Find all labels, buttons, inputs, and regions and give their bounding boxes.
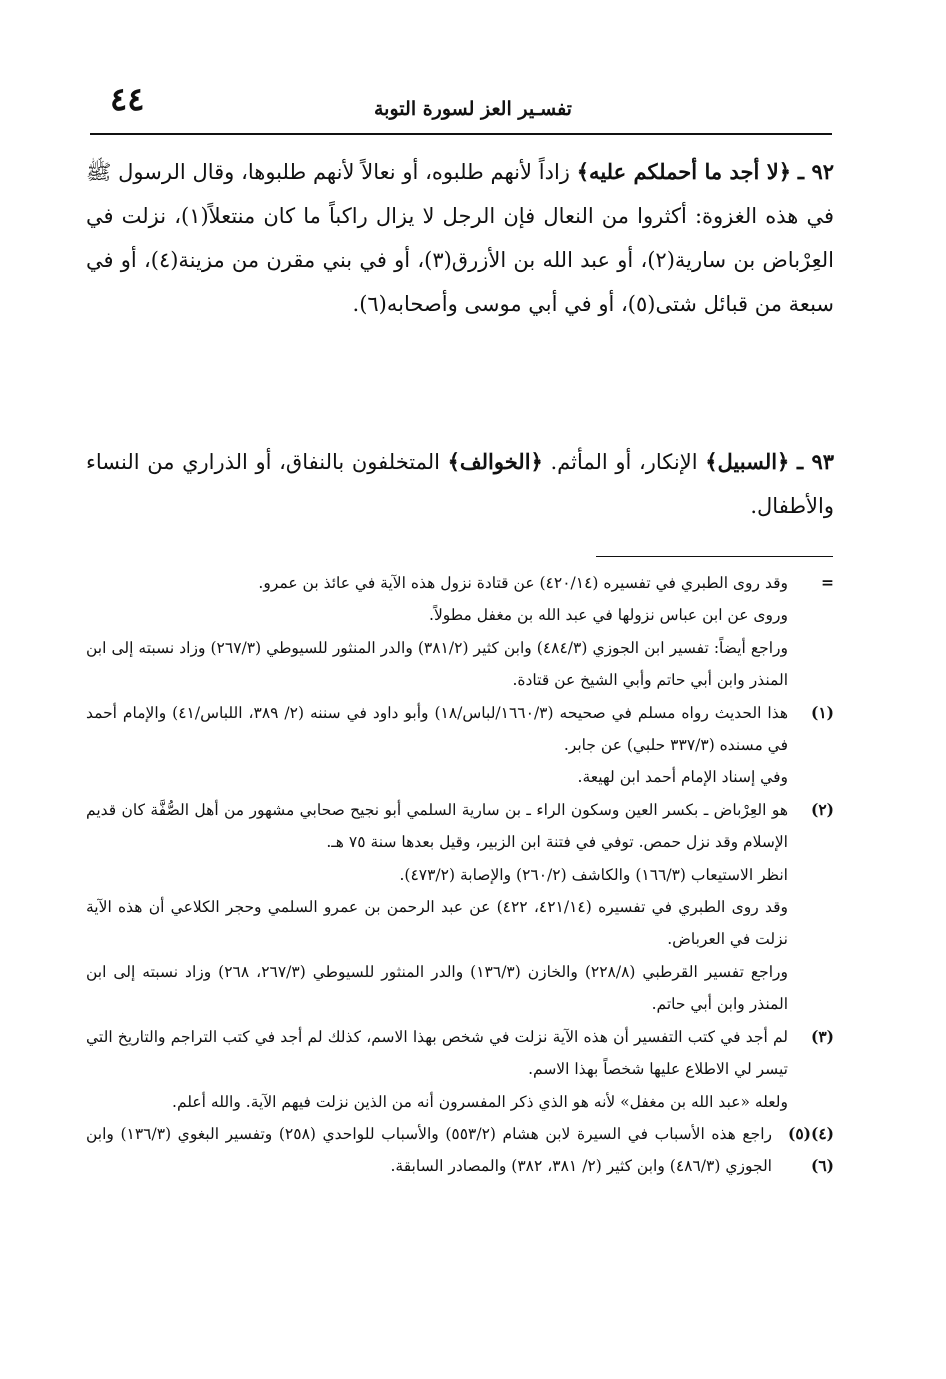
page-number: ٤٤ — [110, 80, 145, 118]
running-title: تفسـير العز لسورة التوبة — [374, 98, 572, 120]
footnote-line: انظر الاستيعاب (١٦٦/٣) والكاشف (٢٦٠/٢) والإصابة (٤٧٣/٢). — [399, 865, 788, 884]
entry-93 — [86, 440, 834, 528]
footnote-mark: = — [821, 573, 834, 592]
entry-text: زاداً لأنهم طلبوه، أو نعالاً لأنهم طلبوها، وقال الرسول ﷺ في هذه الغزوة: أكثروا من النعال فإن الرجل لا يزال راكباً ما كان منتعلاً(١)، نزلت في العِرْباض بن سارية(٢)، أو عبد الله بن الأزرق(٣)، أو في بني مقرن من مزينة(٤)، أو في سبعة من قبائل شتى(٥)، أو في أبي موسى وأصحابه(٦). — [86, 160, 834, 316]
footnote-3 — [86, 1021, 834, 1118]
footnote-mark: (٤)(٥)(٦) — [787, 1123, 834, 1176]
entry-text: الإنكار، أو المأثم. — [550, 450, 698, 474]
footnote-line: وراجع أيضاً: تفسير ابن الجوزي (٤٨٤/٣) وابن كثير (٣٨١/٢) والدر المنثور للسيوطي (٢٦٧/٣) وزاد نسبته إلى ابن المنذر وابن أبي حاتم وأبي الشيخ عن قتادة. — [86, 638, 788, 690]
entry-number: ٩٢ ـ — [797, 159, 834, 184]
footnote-line: وقد روى الطبري في تفسيره (٤٢١/١٤، ٤٢٢) عن عبد الرحمن بن عمرو السلمي وحجر الكلاعي أن هذه الآية نزلت في العرباض. — [86, 898, 788, 949]
footnote-body — [86, 794, 788, 1021]
footnote-4-5-6 — [86, 1118, 834, 1183]
footnote-line: ولعله «عبد الله بن مغفل» لأنه هو الذي ذكر المفسرون أنه من الذين نزلت فيهم الآية. والله أعلم. — [172, 1092, 788, 1111]
header-rule — [90, 133, 832, 135]
quran-quote: ﴿لا أجد ما أحملكم عليه﴾ — [576, 159, 792, 184]
footnote-separator — [596, 556, 833, 557]
footnote-body — [86, 1118, 772, 1183]
footnote-line: هذا الحديث رواه مسلم في صحيحه (١٦٦٠/٣/لباس/١٨) وأبو داود في سننه (٢/ ٣٨٩، اللباس/٤١) والإمام أحمد في مسنده (٣٣٧/٣ حلبي) عن جابر. — [86, 703, 789, 755]
quran-quote: ﴿السبيل﴾ — [705, 449, 790, 474]
quran-quote: ﴿الخوالف﴾ — [447, 449, 543, 474]
footnote-1 — [86, 697, 834, 794]
footnote-body — [86, 1021, 788, 1118]
entry-text: المتخلفون بالنفاق، أو الذراري من النساء والأطفال. — [86, 450, 834, 518]
entry-number: ٩٣ ـ — [797, 449, 834, 474]
entry-92 — [86, 150, 834, 326]
footnotes — [86, 567, 834, 1183]
footnote-mark: (٣) — [810, 1026, 834, 1046]
footnote-line: هو العِرْباض ـ بكسر العين وسكون الراء ـ بن سارية السلمي أبو نجيح صحابي مشهور من أهل الصُّفَّة كان قديم الإسلام وقد نزل حمص. توفي في فتنة ابن الزبير، وقيل بعدها سنة ٧٥ هـ. — [86, 800, 788, 852]
footnote-line: لم أجد في كتب التفسير أن هذه الآية نزلت في شخص بهذا الاسم، كذلك لم أجد في كتب التراجم والتاريخ التي تيسر لي الاطلاع عليها شخصاً بهذا الاسم. — [86, 1027, 788, 1079]
footnote-mark: (٢) — [810, 799, 834, 819]
footnote-2 — [86, 794, 834, 1021]
footnote-body — [86, 697, 788, 794]
footnote-line: راجع هذه الأسباب في السيرة لابن هشام (٥٥٣/٢) والأسباب للواحدي (٢٥٨) وتفسير البغوي (١٣٦/٣) وابن الجوزي (٤٨٦/٣) وابن كثير (٢/ ٣٨١، ٣٨٢) والمصادر السابقة. — [86, 1124, 772, 1176]
footnote-body — [86, 567, 788, 697]
footnote-line: وراجع تفسير القرطبي (٢٢٨/٨) والخازن (١٣٦/٣) والدر المنثور للسيوطي (٢٦٧/٣، ٢٦٨) وزاد نسبته إلى ابن المنذر وابن أبي حاتم. — [86, 962, 789, 1014]
footnote-line: وفي إسناد الإمام أحمد ابن لهيعة. — [577, 768, 788, 787]
footnote-continuation — [86, 567, 834, 697]
footnote-mark: (١) — [810, 702, 834, 722]
footnote-line: وروى عن ابن عباس نزولها في عبد الله بن مغفل مطولاً. — [429, 606, 788, 625]
footnote-line: وقد روى الطبري في تفسيره (٤٢٠/١٤) عن قتادة نزول هذه الآية في عائذ بن عمرو. — [258, 574, 788, 592]
